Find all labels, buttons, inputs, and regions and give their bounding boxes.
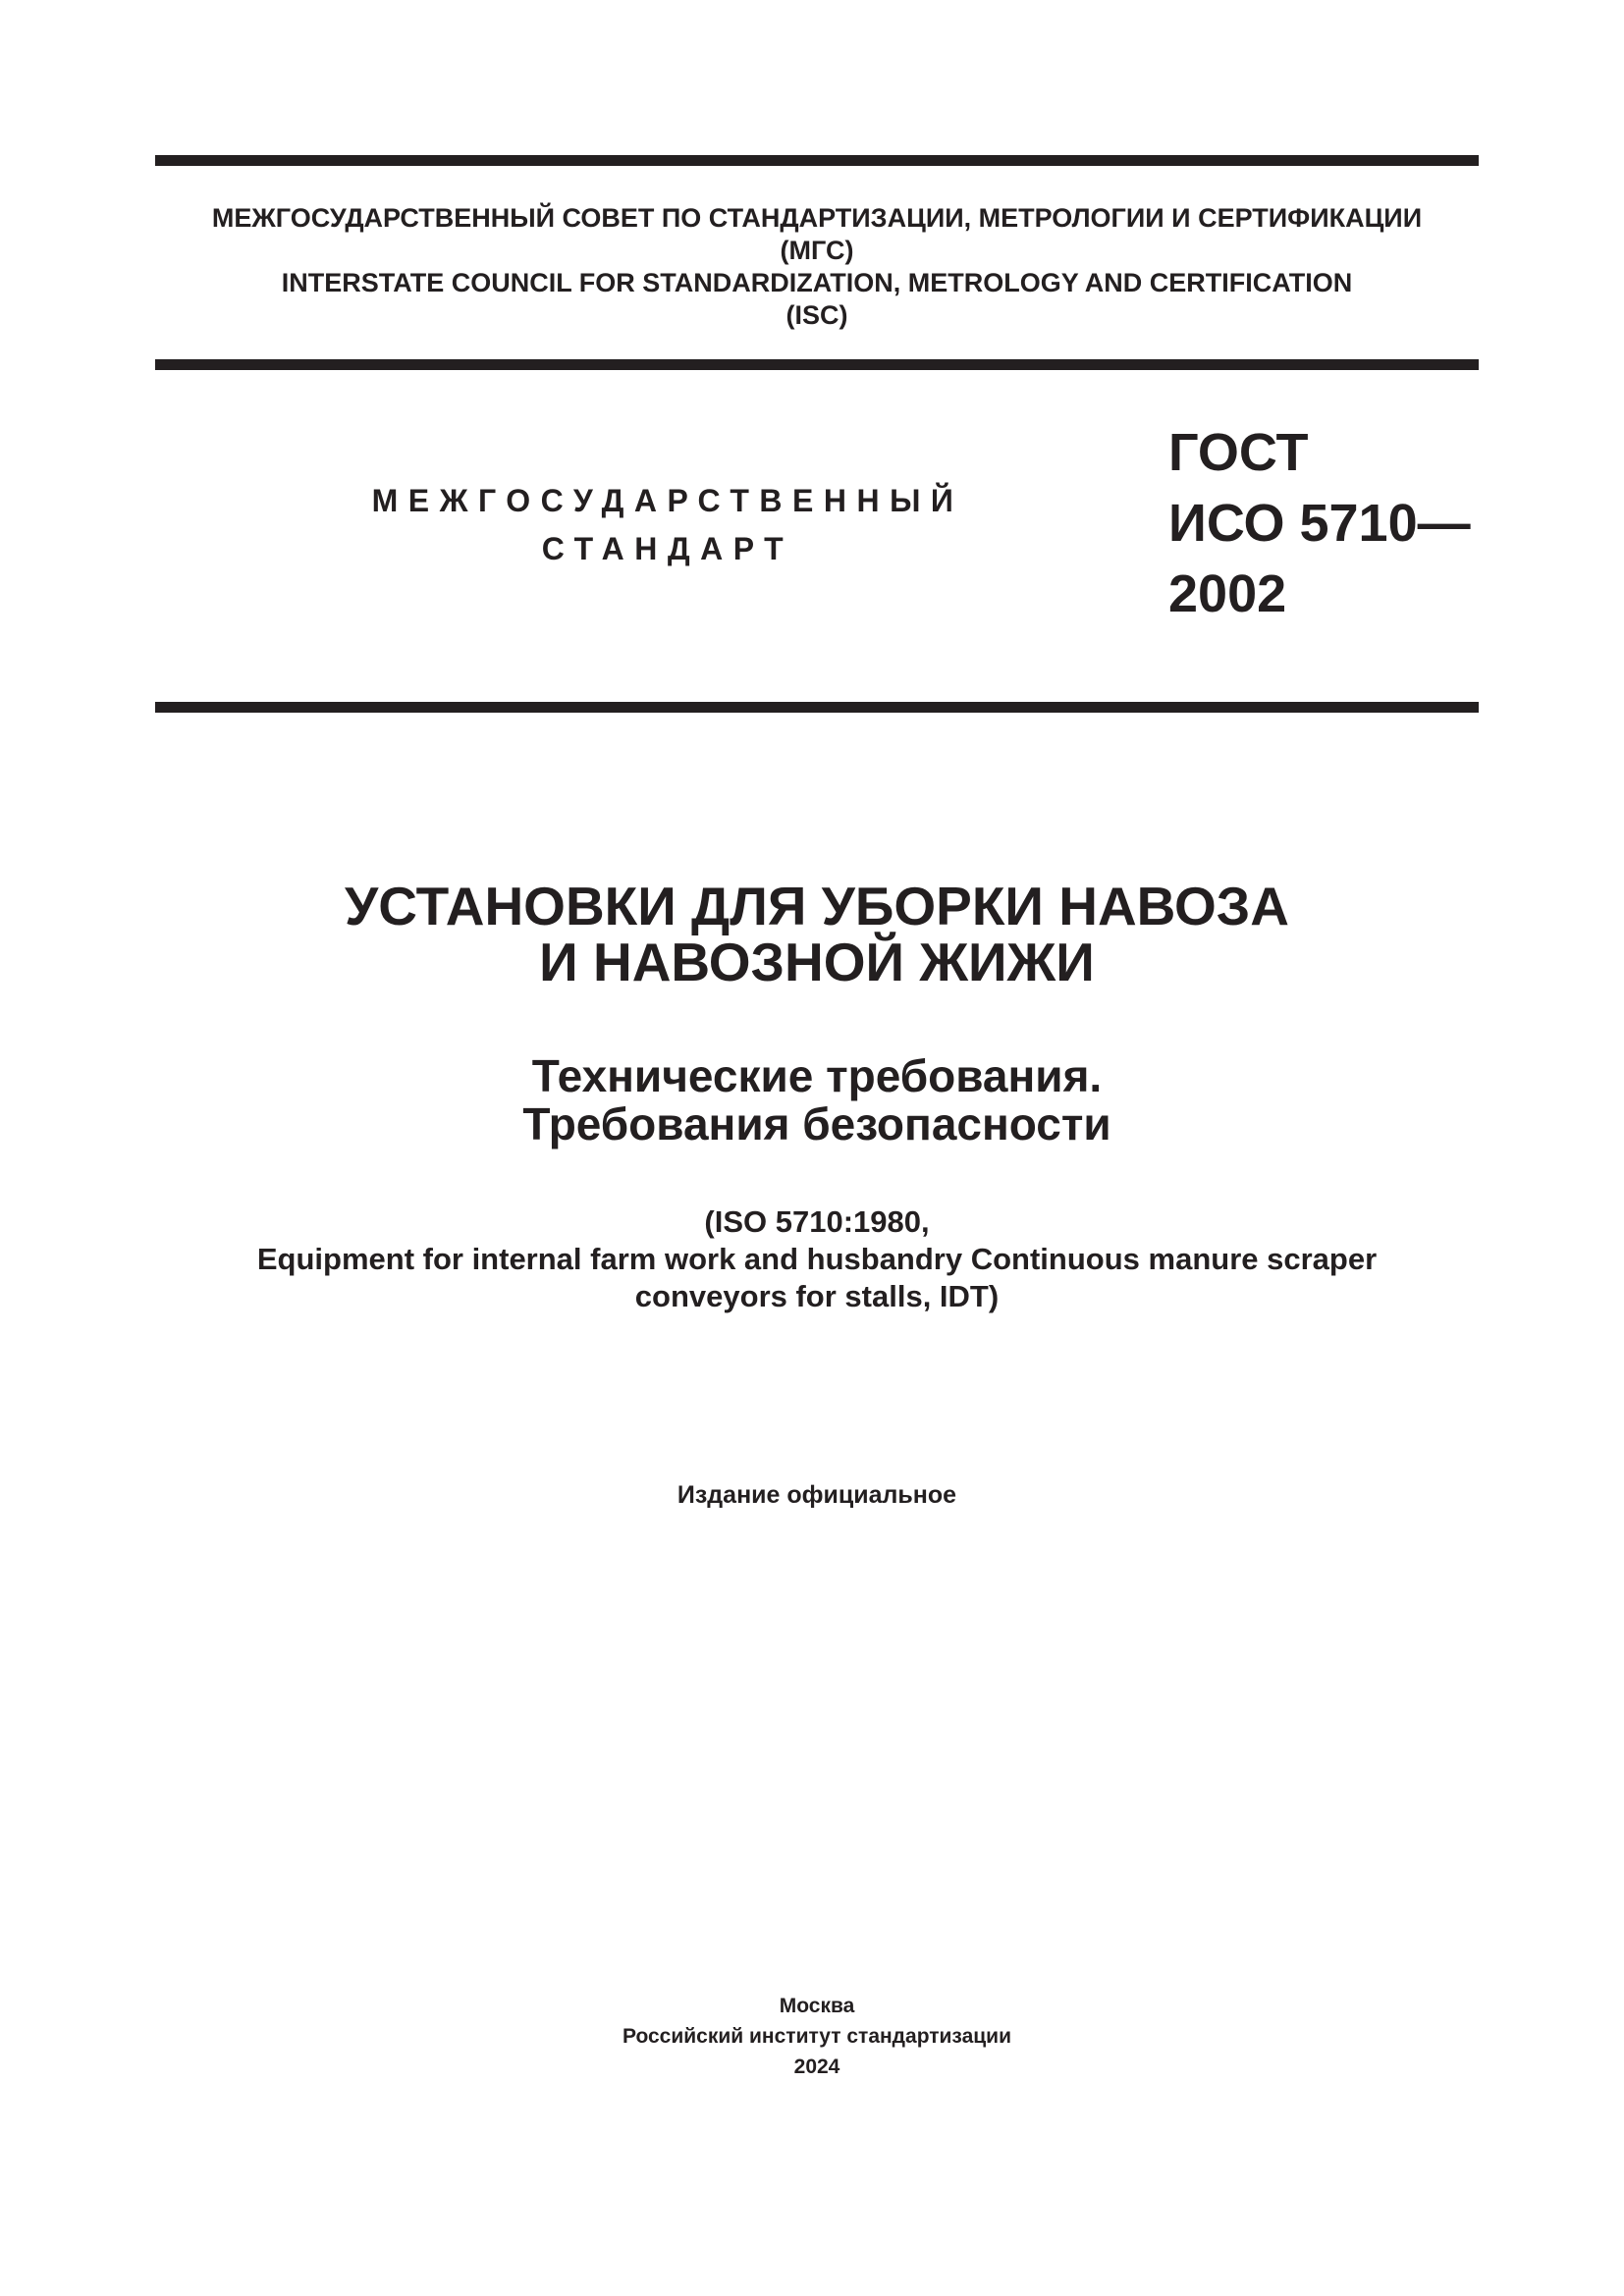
designation-line1: ГОСТ <box>1168 423 1309 482</box>
document-subtitle <box>155 1052 1479 1148</box>
standard-designation <box>1168 417 1471 629</box>
standard-kind <box>324 477 1011 573</box>
iso-reference-line1: (ISO 5710:1980, <box>704 1204 930 1239</box>
top-rule <box>155 155 1479 166</box>
council-header <box>155 202 1479 332</box>
council-abbr-ru: (МГС) <box>780 236 854 265</box>
designation-divider <box>155 702 1479 713</box>
iso-reference <box>155 1203 1479 1315</box>
document-title <box>155 876 1479 992</box>
standard-kind-line2: СТАНДАРТ <box>541 531 794 566</box>
publisher-imprint <box>155 1991 1479 2082</box>
imprint-city: Москва <box>779 1995 855 2017</box>
council-divider <box>155 359 1479 370</box>
iso-reference-line2: Equipment for internal farm work and husbandry Continuous manure scraper <box>256 1242 1378 1276</box>
designation-line2: ИСО 5710— <box>1168 494 1471 553</box>
title-line1: УСТАНОВКИ ДЛЯ УБОРКИ НАВОЗА <box>345 876 1289 936</box>
standard-kind-line1: МЕЖГОСУДАРСТВЕННЫЙ <box>371 483 964 518</box>
iso-reference-line3: conveyors for stalls, IDT) <box>634 1279 1000 1313</box>
imprint-publisher: Российский институт стандартизации <box>622 2025 1012 2048</box>
council-name-en: INTERSTATE COUNCIL FOR STANDARDIZATION, METROLOGY AND CERTIFICATION <box>281 268 1353 297</box>
council-abbr-en: (ISC) <box>785 300 848 330</box>
council-name-ru: МЕЖГОСУДАРСТВЕННЫЙ СОВЕТ ПО СТАНДАРТИЗАЦИИ, МЕТРОЛОГИИ И СЕРТИФИКАЦИИ <box>211 203 1423 233</box>
edition-label: Издание официальное <box>677 1481 957 1509</box>
subtitle-line1: Технические требования. <box>531 1050 1103 1101</box>
subtitle-line2: Требования безопасности <box>522 1098 1111 1149</box>
imprint-year: 2024 <box>793 2056 840 2078</box>
title-line2: И НАВОЗНОЙ ЖИЖИ <box>539 932 1095 992</box>
designation-line3: 2002 <box>1168 564 1287 623</box>
